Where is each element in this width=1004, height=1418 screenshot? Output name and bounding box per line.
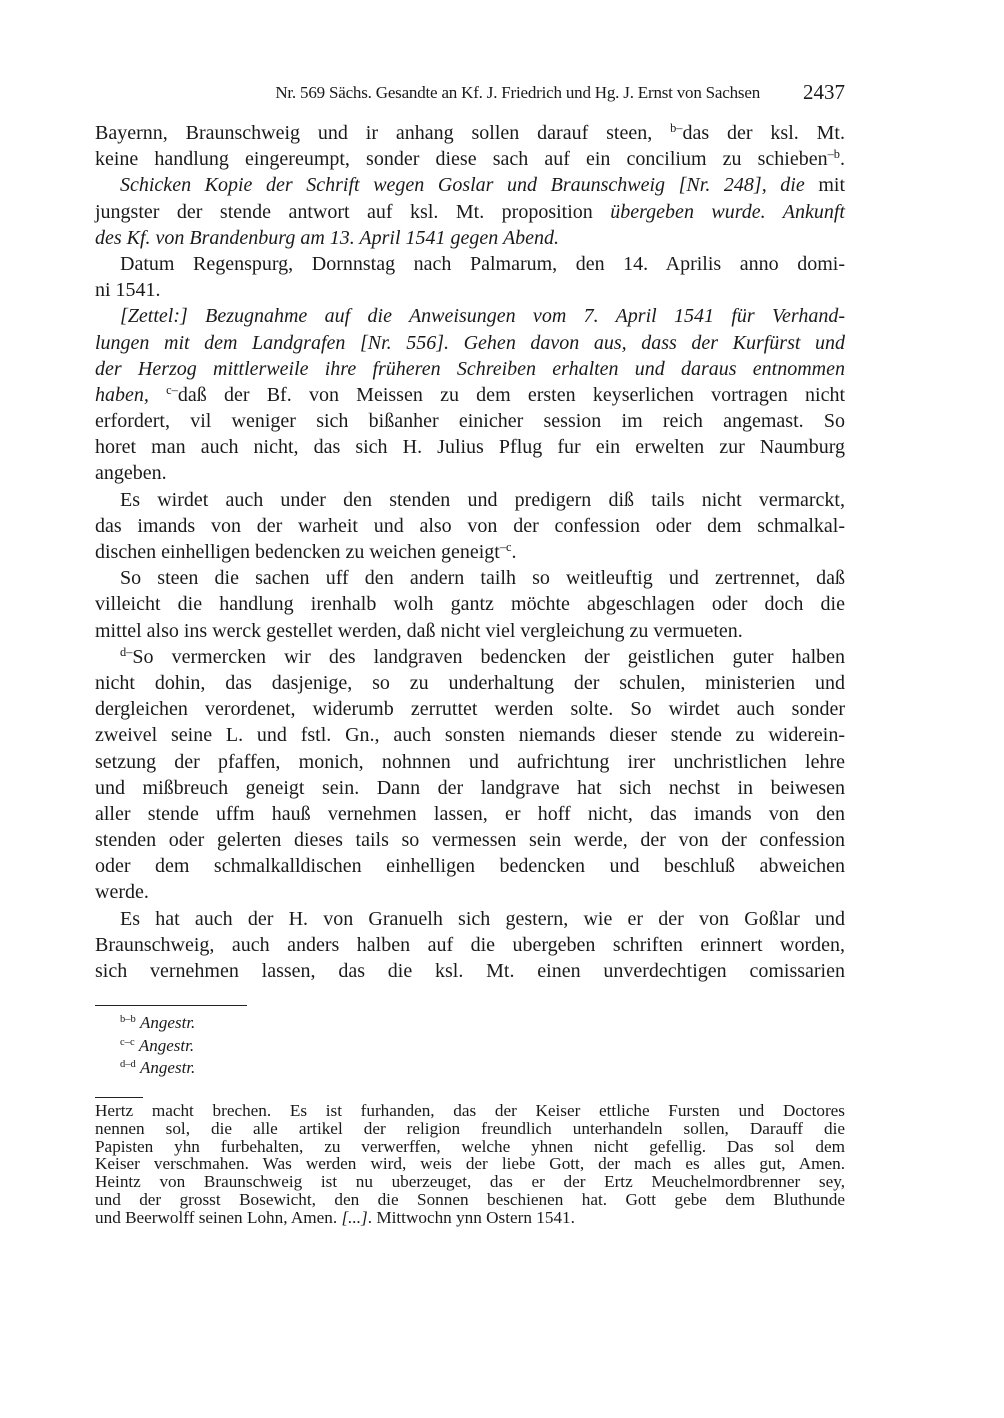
text-segment: nennen sol, die alle artikel der religion freundlich unterhandeln sollen, Darauff die (95, 1118, 845, 1138)
text-line (95, 1155, 845, 1173)
text-segment: Schicken Kopie der Schrift wegen Goslar und Braunschweig [Nr. 248], die (120, 174, 805, 197)
text-segment: [Zettel:] Bezugnahme auf die Anweisungen vom 7. April 1541 für Verhand- (120, 305, 845, 328)
text-segment: aller stende uffm hauß vernehmen lassen, er hoff nicht, das imands von den (95, 802, 845, 825)
text-segment: Keiser verschmahen. Was werden wird, weis der liebe Gott, der mach es alles gut, Amen. (95, 1154, 845, 1174)
text-segment: der Herzog mittlerweile ihre früheren Schreiben erhalten und daraus entnommen (95, 357, 845, 380)
text-line (95, 827, 845, 853)
note-marker: c– (166, 383, 178, 398)
footnote-text: Angestr. (138, 1035, 195, 1055)
text-segment: horet man auch nicht, das sich H. Julius Pflug fur ein erwelten zur Naumburg (95, 436, 845, 459)
footnote-marker: c–c (120, 1036, 135, 1048)
text-segment: haben, (95, 383, 149, 406)
text-segment: zweivel seine L. und fstl. Gn., auch sonsten niemands dieser stende zu widerein- (95, 724, 845, 747)
running-header (95, 80, 845, 106)
text-line (95, 906, 845, 932)
text-line (95, 539, 845, 565)
text-segment: mit (804, 174, 846, 197)
text-segment: das der ksl. Mt. (682, 122, 845, 144)
text-line (95, 434, 845, 460)
text-segment: Datum Regenspurg, Dornnstag nach Palmarum, den 14. Aprilis anno domi- (120, 252, 845, 275)
quote-divider (95, 1097, 143, 1098)
text-line (95, 172, 845, 198)
text-line (95, 199, 845, 225)
text-segment: . (511, 541, 517, 563)
text-segment: übergeben wurde. Ankunft (610, 200, 845, 223)
note-marker: –c (499, 540, 512, 555)
footnote (95, 1012, 845, 1035)
text-segment: Hertz macht brechen. Es ist furhanden, das der Keiser ettliche Fursten und Doctores (95, 1101, 845, 1120)
text-line (95, 120, 845, 146)
text-segment: Es hat auch der H. von Granuelh sich gestern, wie er der von Goßlar und (120, 907, 845, 930)
text-segment: mittel also ins werck gestellet werden, daß nicht viel vergleichung zu vermueten. (95, 619, 743, 642)
text-segment: und Beerwolff seinen Lohn, Amen. (95, 1207, 342, 1227)
text-line (95, 853, 845, 879)
text-line (95, 146, 845, 172)
text-line (95, 382, 845, 408)
text-line (95, 1191, 845, 1209)
text-segment: das imands von der warheit und also von der confession oder dem schmalkal- (95, 514, 845, 537)
text-line (95, 722, 845, 748)
text-segment: Papisten yhn furbehalten, zu verwerffen, welche yhnen nicht gefellig. Das sol dem (95, 1136, 845, 1156)
text-line (95, 1138, 845, 1156)
text-line (95, 1173, 845, 1191)
text-line (95, 487, 845, 513)
text-segment: . Mittwochn ynn Ostern 1541. (367, 1207, 575, 1227)
footnotes (95, 1012, 845, 1080)
text-segment: ni 1541. (95, 279, 161, 302)
text-line (95, 879, 845, 905)
text-line (95, 1120, 845, 1138)
text-line (95, 1209, 845, 1227)
note-marker: b– (670, 121, 683, 136)
text-line (95, 513, 845, 539)
text-segment: So steen die sachen uff den andern tailh so weitleuftig und zertrennet, daß (120, 567, 845, 590)
text-line (95, 1102, 845, 1120)
text-segment: und der grosst Bosewicht, den die Sonnen beschienen hat. Gott gebe dem Bluthunde (95, 1189, 845, 1209)
text-segment: nicht dohin, das dasjenige, so zu underhaltung der schulen, ministerien und (95, 671, 845, 694)
footnote-text: Angestr. (140, 1013, 196, 1032)
text-segment (149, 384, 166, 406)
text-line (95, 330, 845, 356)
text-line (95, 591, 845, 617)
text-line (95, 644, 845, 670)
page-number: 2437 (803, 80, 845, 104)
running-title: Nr. 569 Sächs. Gesandte an Kf. J. Friedrich und Hg. J. Ernst von Sachsen (275, 83, 760, 102)
footnote (95, 1057, 845, 1080)
footnote-divider (95, 1005, 247, 1006)
footnote-marker: b–b (120, 1014, 136, 1026)
text-segment: So vermercken wir des landgraven bedencken der geistlichen guter halben (132, 645, 845, 668)
text-segment: [...] (341, 1207, 368, 1227)
text-line (95, 277, 845, 303)
text-segment: jungster der stende antwort auf ksl. Mt. proposition (95, 200, 611, 223)
footnote-marker: d–d (120, 1059, 136, 1071)
text-line (95, 958, 845, 984)
text-segment: Bayernn, Braunschweig und ir anhang sollen darauf steen, (95, 122, 671, 144)
text-line (95, 356, 845, 382)
text-segment: erfordert, vil weniger sich bißanher einicher session im reich angemast. So (95, 410, 845, 433)
text-line (95, 251, 845, 277)
footnote-text: Angestr. (140, 1058, 196, 1077)
main-text (95, 120, 845, 984)
note-marker: –b (827, 147, 840, 162)
footnote (95, 1035, 845, 1058)
text-segment: angeben. (95, 462, 167, 485)
text-line (95, 618, 845, 644)
text-segment: keine handlung eingereumpt, sonder diese sach auf ein concilium zu schieben (95, 148, 828, 171)
text-line (95, 775, 845, 801)
text-segment: dergleichen verordenet, widerumb zerruttet werden solte. So wirdet auch sonder (95, 698, 845, 721)
text-segment: dischen einhelligen bedencken zu weichen geneigt (95, 541, 500, 563)
text-line (95, 408, 845, 434)
text-line (95, 749, 845, 775)
note-marker: d– (120, 644, 133, 659)
text-segment: stenden oder gelerten dieses tails so vermessen sein werde, der von der confession (95, 829, 845, 852)
text-segment: Heintz von Braunschweig ist nu uberzeuget, das er der Ertz Meuchelmordbrenner sey, (95, 1172, 845, 1192)
text-line (95, 670, 845, 696)
text-segment: und mißbreuch geneigt sein. Dann der landgrave hat sich nechst in beiwesen (95, 776, 845, 799)
text-segment: Braunschweig, auch anders halben auf die ubergeben schriften erinnert worden, (95, 933, 845, 956)
text-segment: daß der Bf. von Meissen zu dem ersten keyserlichen vortragen nicht (177, 383, 845, 406)
text-line (95, 696, 845, 722)
text-line (95, 801, 845, 827)
text-segment: Es wirdet auch under den stenden und predigern diß tails nicht vermarckt, (120, 488, 845, 511)
text-line (95, 303, 845, 329)
text-segment: werde. (95, 881, 149, 904)
text-segment: sich vernehmen lassen, das die ksl. Mt. einen unverdechtigen comissarien (95, 960, 845, 982)
text-segment: lungen mit dem Landgrafen [Nr. 556]. Gehen davon aus, dass der Kurfürst und (95, 331, 845, 354)
text-line (95, 932, 845, 958)
text-segment: setzung der pfaffen, monich, nohnnen und aufrichtung irer unchristlichen lehre (95, 750, 845, 773)
text-line (95, 225, 845, 251)
text-segment: villeicht die handlung irenhalb wolh gantz möchte abgeschlagen oder doch die (95, 593, 845, 616)
text-segment: . (840, 148, 845, 171)
text-line (95, 565, 845, 591)
text-line (95, 460, 845, 486)
text-segment: oder dem schmalkalldischen einhelligen bedencken und beschluß abweichen (95, 855, 845, 878)
quoted-footnote-text (95, 1102, 845, 1227)
text-segment: des Kf. von Brandenburg am 13. April 1541 gegen Abend. (95, 226, 560, 249)
